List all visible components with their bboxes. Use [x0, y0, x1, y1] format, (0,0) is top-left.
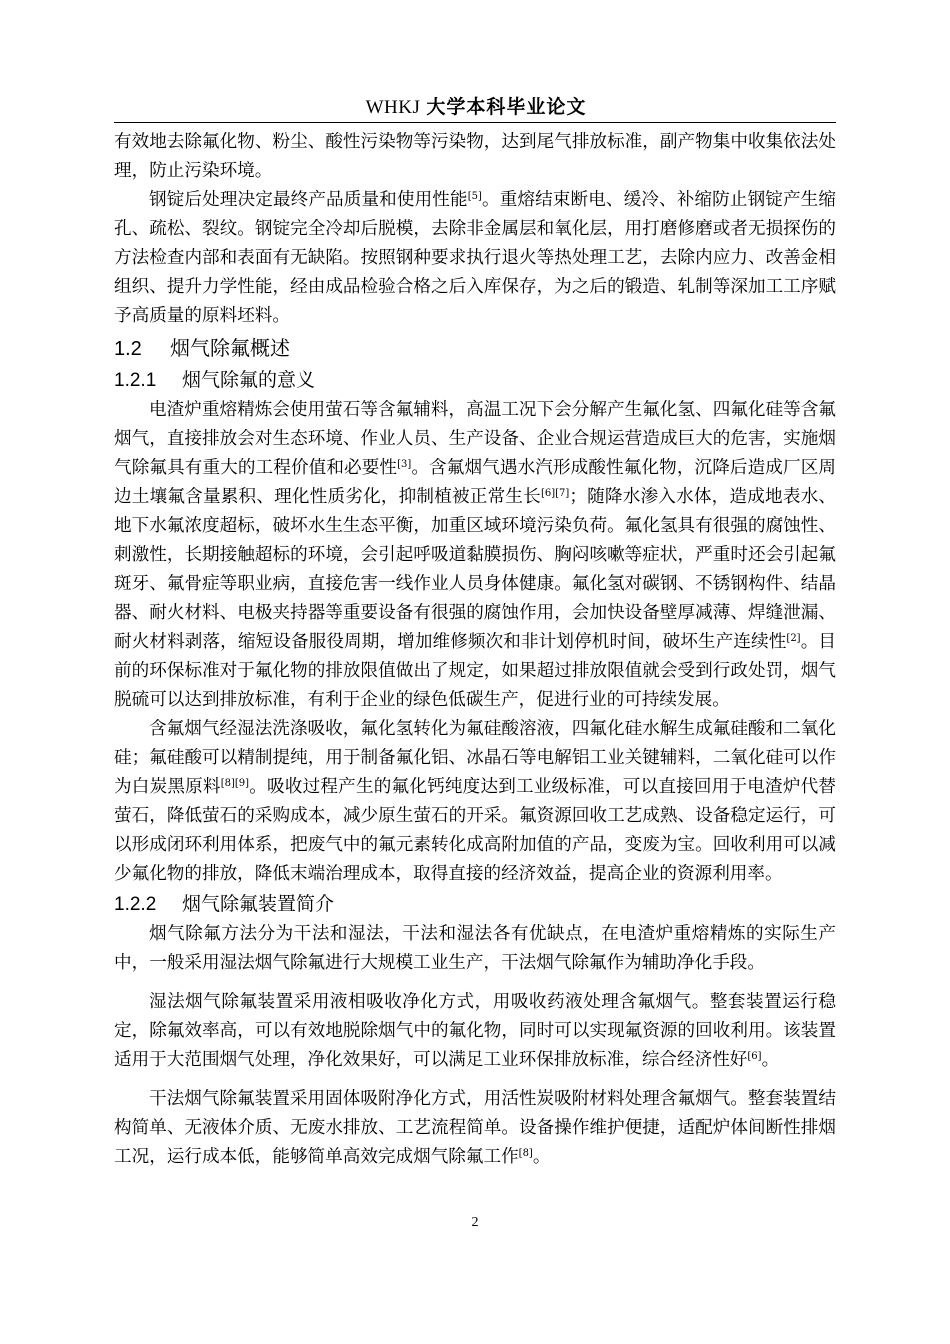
subsection-heading-1-2-1: [114, 365, 836, 396]
paragraph-significance: 电渣炉重熔精炼会使用萤石等含氟辅料，高温工况下会分解产生氟化氢、四氟化硅等含氟烟气，直接排放会对生态环境、作业人员、生产设备、企业合规运营造成巨大的危害，实施烟气除氟具有重大的工程价值和必要性[3]。含氟烟气遇水汽形成酸性氟化物，沉降后造成厂区周边土壤氟含量累积、理化性质劣化，抑制植被正常生长[6][7]；随降水渗入水体，造成地表水、地下水氟浓度超标，破坏水生生态平衡，加重区域环境污染负荷。氟化氢具有很强的腐蚀性、刺激性，长期接触超标的环境，会引起呼吸道黏膜损伤、胸闷咳嗽等症状，严重时还会引起氟斑牙、氟骨症等职业病，直接危害一线作业人员身体健康。氟化氢对碳钢、不锈钢构件、结晶器、耐火材料、电极夹持器等重要设备有很强的腐蚀作用，会加快设备壁厚减薄、焊缝泄漏、耐火材料剥落，缩短设备服役周期，增加维修频次和非计划停机时间，破坏生产连续性[2]。目前的环保标准对于氟化物的排放限值做出了规定，如果超过排放限值就会受到行政处罚，烟气脱硫可以达到排放标准，有利于企业的绿色低碳生产，促进行业的可持续发展。: [114, 400, 836, 710]
section-number: 1.2: [114, 338, 142, 360]
paragraph-continuation: 有效地去除氟化物、粉尘、酸性污染物等污染物，达到尾气排放标准，副产物集中收集依法处理，防止污染环境。: [114, 132, 836, 181]
subsection-number: 1.2.1: [114, 370, 157, 391]
header-code: WHKJ: [365, 97, 421, 118]
subsection-number: 1.2.2: [114, 894, 157, 915]
citation-8-9: [8][9]: [220, 778, 250, 789]
section-title: 烟气除氟概述: [170, 336, 290, 360]
body-text: [114, 128, 836, 1172]
header-title: 大学本科毕业论文: [426, 96, 587, 118]
section-heading-1-2: [114, 333, 836, 364]
subsection-title: 烟气除氟的意义: [182, 369, 316, 391]
citation-2: [2]: [786, 633, 801, 644]
subsection-heading-1-2-2: [114, 889, 836, 920]
page-number: 2: [471, 1215, 479, 1230]
subsection-title: 烟气除氟装置简介: [182, 893, 335, 915]
paragraph-methods-overview: 烟气除氟方法分为干法和湿法，干法和湿法各有优缺点，在电渣炉重熔精炼的实际生产中，一般采用湿法烟气除氟进行大规模工业生产，干法烟气除氟作为辅助净化手段。: [114, 924, 836, 973]
running-header: [116, 94, 836, 120]
citation-3: [3]: [397, 459, 412, 470]
paragraph-dry-method: 干法烟气除氟装置采用固体吸附净化方式，用活性炭吸附材料处理含氟烟气。整套装置结构简单、无液体介质、无废水排放、工艺流程简单。设备操作维护便捷，适配炉体间断性排烟工况，运行成本低，能够简单高效完成烟气除氟工作[8]。: [114, 1089, 836, 1167]
paragraph-ingot-treatment: 钢锭后处理决定最终产品质量和使用性能[5]。重熔结束断电、缓冷、补缩防止钢锭产生缩孔、疏松、裂纹。钢锭完全冷却后脱模，去除非金属层和氧化层，用打磨修磨或者无损探伤的方法检查内部和表面有无缺陷。按照钢种要求执行退火等热处理工艺，去除内应力、改善金相组织、提升力学性能，经由成品检验合格之后入库保存，为之后的锻造、轧制等深加工工序赋予高质量的原料坯料。: [114, 190, 836, 326]
paragraph-fluorine-recovery: 含氟烟气经湿法洗涤吸收，氟化氢转化为氟硅酸溶液，四氟化硅水解生成氟硅酸和二氧化硅；氟硅酸可以精制提纯，用于制备氟化铝、冰晶石等电解铝工业关键辅料，二氧化硅可以作为白炭黑原料[8][9]。吸收过程产生的氟化钙纯度达到工业级标准，可以直接回用于电渣炉代替萤石，降低萤石的采购成本，减少原生萤石的开采。氟资源回收工艺成熟、设备稳定运行，可以形成闭环利用体系，把废气中的氟元素转化成高附加值的产品，变废为宝。回收利用可以减少氟化物的排放，降低末端治理成本，取得直接的经济效益，提高企业的资源利用率。: [114, 719, 836, 884]
citation-6-7: [6][7]: [540, 488, 570, 499]
header-rule: [114, 122, 836, 123]
citation-8: [8]: [518, 1148, 533, 1159]
paragraph-wet-method: 湿法烟气除氟装置采用液相吸收净化方式，用吸收药液处理含氟烟气。整套装置运行稳定，除氟效率高，可以有效地脱除烟气中的氟化物，同时可以实现氟资源的回收利用。该装置适用于大范围烟气处理，净化效果好，可以满足工业环保排放标准，综合经济性好[6]。: [114, 992, 836, 1070]
citation-6: [6]: [747, 1051, 762, 1062]
citation-5: [5]: [467, 191, 482, 202]
